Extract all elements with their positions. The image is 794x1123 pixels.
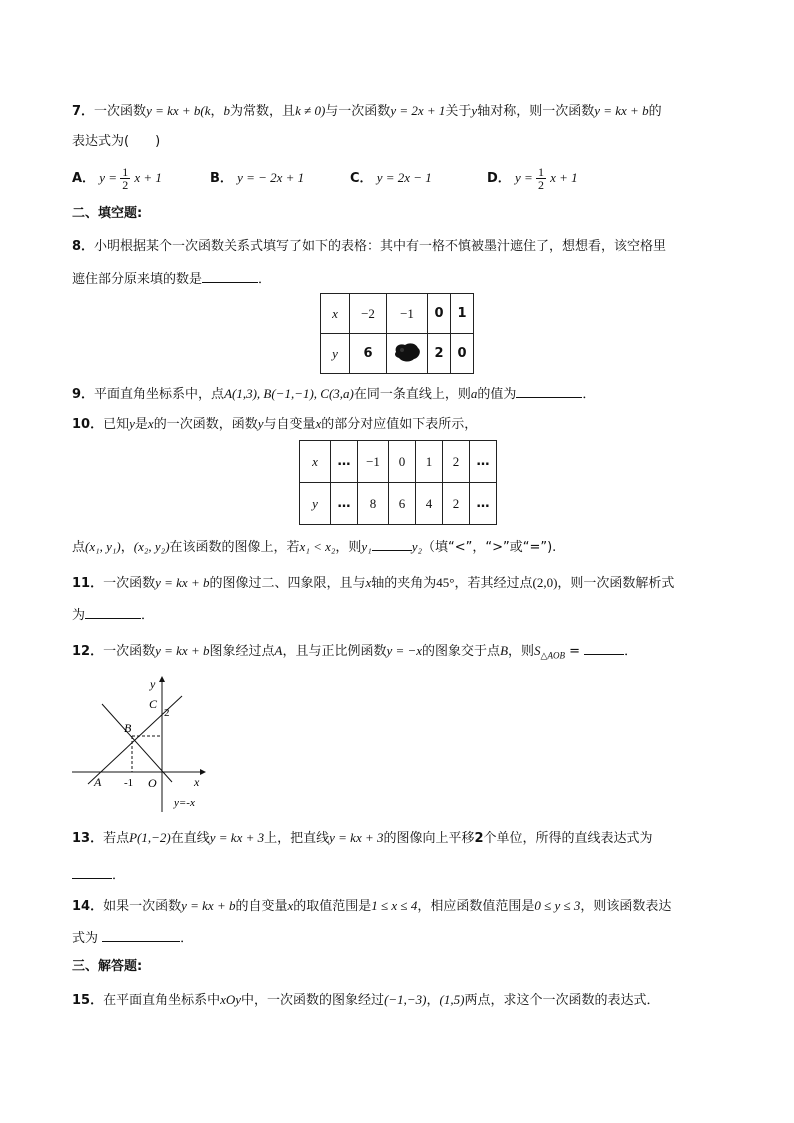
q12-formula: B [500,643,509,658]
fraction: $\frac{1}{2}$ [122,165,129,192]
q11-text: ，若其经过点 [454,576,533,591]
q12-formula: A [274,643,283,658]
q12-text: ，则 [508,644,535,659]
q14-text: ． [180,931,194,946]
option-expr: y = 2x − 1 [376,170,432,185]
q8-text: 小明根据某个一次函数关系式填写了如下的表格：其中有一格不慎被墨汁遮住了，想想看，该空格里 [94,239,667,254]
q14-text: 如果一次函数 [103,899,182,914]
fig-label-a: A [94,775,102,789]
fig-label-o: O [148,776,157,790]
q7-line1 [72,101,662,122]
table-cell: 2 [443,483,470,525]
q13-formula: P(1,−2) [129,830,171,845]
option-expr: y = [514,170,536,185]
q14-text: 式为 [72,931,99,946]
table-cell: x [321,294,350,334]
q7-formula: k ≠ 0) [295,103,326,118]
q14-line2 [72,927,193,949]
q7-line2 [72,132,160,152]
q7-text: 一次函数 [94,104,147,119]
q8-line2 [72,268,271,290]
q9-formula: A(1,3), B(−1,−1), C(3,a) [224,386,354,401]
q13-formula: y = kx + 3 [329,830,384,845]
q10-formula: (x₂, y₂) [133,539,170,554]
q8-text: ． [258,272,272,287]
table-cell: 8 [358,483,389,525]
table-cell: −2 [350,294,387,334]
q10-formula: y₂ [411,539,423,554]
q15-formula: (1,5) [439,992,465,1007]
q11-line1 [72,573,674,594]
q7-formula: y = 2x + 1 [390,103,446,118]
q11-formula: 45° [436,575,455,590]
q9-text: 在同一条直线上，则 [353,387,471,402]
answer-blank[interactable] [202,268,258,283]
q10-formula: (x₁, y₁) [85,539,121,554]
q7-text: 为常数，且 [230,104,296,119]
option-expr: x + 1 [550,170,578,185]
q15-number: 15． [72,993,104,1008]
q13-text: ． [112,868,126,883]
q7-number: 7． [72,104,95,119]
section-3-heading: 三、解答题: [72,959,143,974]
q15-text: ， [426,993,440,1008]
q9-line [72,383,595,405]
q14-text: 的自变量 [235,899,288,914]
ink-blot-icon [392,341,422,363]
q11-text: ． [141,608,155,623]
q12-formula: y = −x [386,643,423,658]
q10-line2 [72,536,556,558]
option-label: A． [72,171,96,186]
table-cell: … [470,441,497,483]
q14-formula: 0 ≤ y ≤ 3 [534,898,581,913]
q12-text: = [564,644,585,659]
q7-text: 轴对称，则一次函数 [477,104,595,119]
q12-line [72,640,637,666]
q10-text: （填“<”，“>”或“=”). [422,540,557,555]
q10-formula: y [257,416,264,431]
q7-text: 关于 [445,104,472,119]
q11-formula: y = kx + b [155,575,210,590]
q15-formula: (−1,−3) [384,992,427,1007]
table-cell: 0 [389,441,416,483]
q14-text: ，相应函数值范围是 [417,899,535,914]
option-label: D． [487,171,511,186]
q7-formula: y = kx + b [594,103,649,118]
answer-blank[interactable] [102,927,180,942]
q12-formula: y = kx + b [155,643,210,658]
table-cell: y [321,334,350,374]
option-expr: y = [99,170,121,185]
q11-text: 轴的夹角为 [371,576,437,591]
q12-text: 的图象交于点 [422,644,501,659]
q14-text: 的取值范围是 [293,899,372,914]
q7-text: 的 [648,104,662,119]
fig-label-two: 2 [164,707,170,719]
q13-line2 [72,864,125,886]
q9-text: ． [582,387,596,402]
q8-number: 8． [72,239,95,254]
answer-blank[interactable] [72,864,112,879]
fig-label-neg1: -1 [124,777,134,789]
table-cell: 2 [443,441,470,483]
q7-text: 表达式为( ) [72,134,161,149]
option-expr: x + 1 [134,170,162,185]
q11-text: 的图像过二、四象限，且与 [209,576,366,591]
q10-text: 点 [72,540,86,555]
q14-formula: x [287,898,294,913]
q13-text: 上，把直线 [264,831,330,846]
x-axis-arrow [200,769,206,775]
q10-text: 与自变量 [263,417,316,432]
q7-text: ， [210,104,224,119]
table-cell: … [331,483,358,525]
q7-option-c[interactable] [350,166,432,191]
table-cell: y [300,483,331,525]
table-cell: 6 [389,483,416,525]
q7-formula: y = kx + b(k [146,103,211,118]
q10-text: 在该函数的图像上，若 [169,540,300,555]
q13-text: 在直线 [170,831,210,846]
q12-formula: S [534,643,541,658]
y-axis-arrow [159,676,165,682]
q10-number: 10． [72,417,104,432]
q10-formula: y₁ [361,539,372,554]
q15-line [72,990,659,1011]
q12-number: 12． [72,644,104,659]
q13-text: 2 [474,831,484,846]
q10-formula: x [147,416,154,431]
q11-formula: (2,0) [532,575,558,590]
q12-formula: △AOB [540,650,565,661]
q14-number: 14． [72,899,104,914]
q7-text: 与一次函数 [325,104,391,119]
q10-text: 是 [134,417,148,432]
q10-formula: x [315,416,322,431]
q10-formula: x₁ < x₂ [299,539,336,554]
fig-label-line: y=-x [174,797,195,809]
table-cell: 1 [451,294,474,334]
q7-option-a[interactable] [72,166,162,191]
answer-blank[interactable] [372,536,412,551]
q8-text: 遮住部分原来填的数是 [72,272,203,287]
q12-text: ． [624,644,638,659]
table-cell: x [300,441,331,483]
q11-formula: x [365,575,372,590]
fig-label-y: y [150,677,156,691]
table-cell: −1 [358,441,389,483]
q8-line1 [72,237,666,257]
q11-text: 为 [72,608,86,623]
q14-formula: y = kx + b [181,898,236,913]
q10-line1 [72,414,477,435]
q15-text: 两点，求这个一次函数的表达式． [464,993,660,1008]
table-cell: … [331,441,358,483]
option-label: C． [350,171,373,186]
q10-table [299,440,497,525]
answer-blank[interactable] [516,383,582,398]
table-cell: 0 [428,294,451,334]
table-cell: 1 [416,441,443,483]
section-2-heading: 二、填空题: [72,206,143,221]
q13-text: 的图像向上平移 [383,831,475,846]
q7-formula: b [223,103,231,118]
q13-number: 13． [72,831,104,846]
fig-label-b: B [124,721,132,735]
q12-text: 一次函数 [103,644,156,659]
table-cell: −1 [387,294,428,334]
q9-text: 的值为 [477,387,517,402]
q15-text: 在平面直角坐标系中 [103,993,221,1008]
q14-text: ，则该函数表达 [580,899,672,914]
q7-option-d[interactable] [487,166,578,191]
table-cell: 2 [428,334,451,374]
q12-text: 图象经过点 [209,644,275,659]
q10-text: 的部分对应值如下表所示， [321,417,478,432]
table-cell: … [470,483,497,525]
q7-option-b[interactable] [210,166,304,191]
q9-number: 9． [72,387,95,402]
q12-text: ，且与正比例函数 [282,644,387,659]
answer-blank[interactable] [85,604,141,619]
q10-text: ，则 [335,540,362,555]
q9-formula: a [470,386,478,401]
q11-text: ，则一次函数解析式 [557,576,675,591]
q11-number: 11． [72,576,104,591]
q14-line1 [72,896,671,917]
q13-line1 [72,828,653,849]
q10-text: 已知 [103,417,130,432]
option-expr: y = − 2x + 1 [237,170,305,185]
q11-line2 [72,604,154,626]
q13-formula: y = kx + 3 [209,830,265,845]
fig-label-c: C [149,697,158,711]
table-cell: 0 [451,334,474,374]
q11-text: 一次函数 [103,576,156,591]
ink-blot-cell [387,334,428,374]
table-cell: 4 [416,483,443,525]
fraction: $\frac{1}{2}$ [537,165,544,192]
q10-text: ， [120,540,134,555]
q12-figure [68,672,218,814]
q15-text: 中，一次函数的图象经过 [241,993,385,1008]
table-cell: 6 [350,334,387,374]
q10-text: 的一次函数，函数 [153,417,258,432]
q14-formula: 1 ≤ x ≤ 4 [371,898,418,913]
q7-formula: y [471,103,478,118]
fig-label-x: x [194,775,200,789]
q13-text: 个单位，所得的直线表达式为 [483,831,653,846]
q13-text: 若点 [103,831,130,846]
q10-formula: y [129,416,135,431]
q8-table [320,293,474,374]
option-label: B． [210,171,233,186]
q9-text: 平面直角坐标系中，点 [94,387,225,402]
answer-blank[interactable] [584,640,624,655]
q15-formula: xOy [220,992,242,1007]
